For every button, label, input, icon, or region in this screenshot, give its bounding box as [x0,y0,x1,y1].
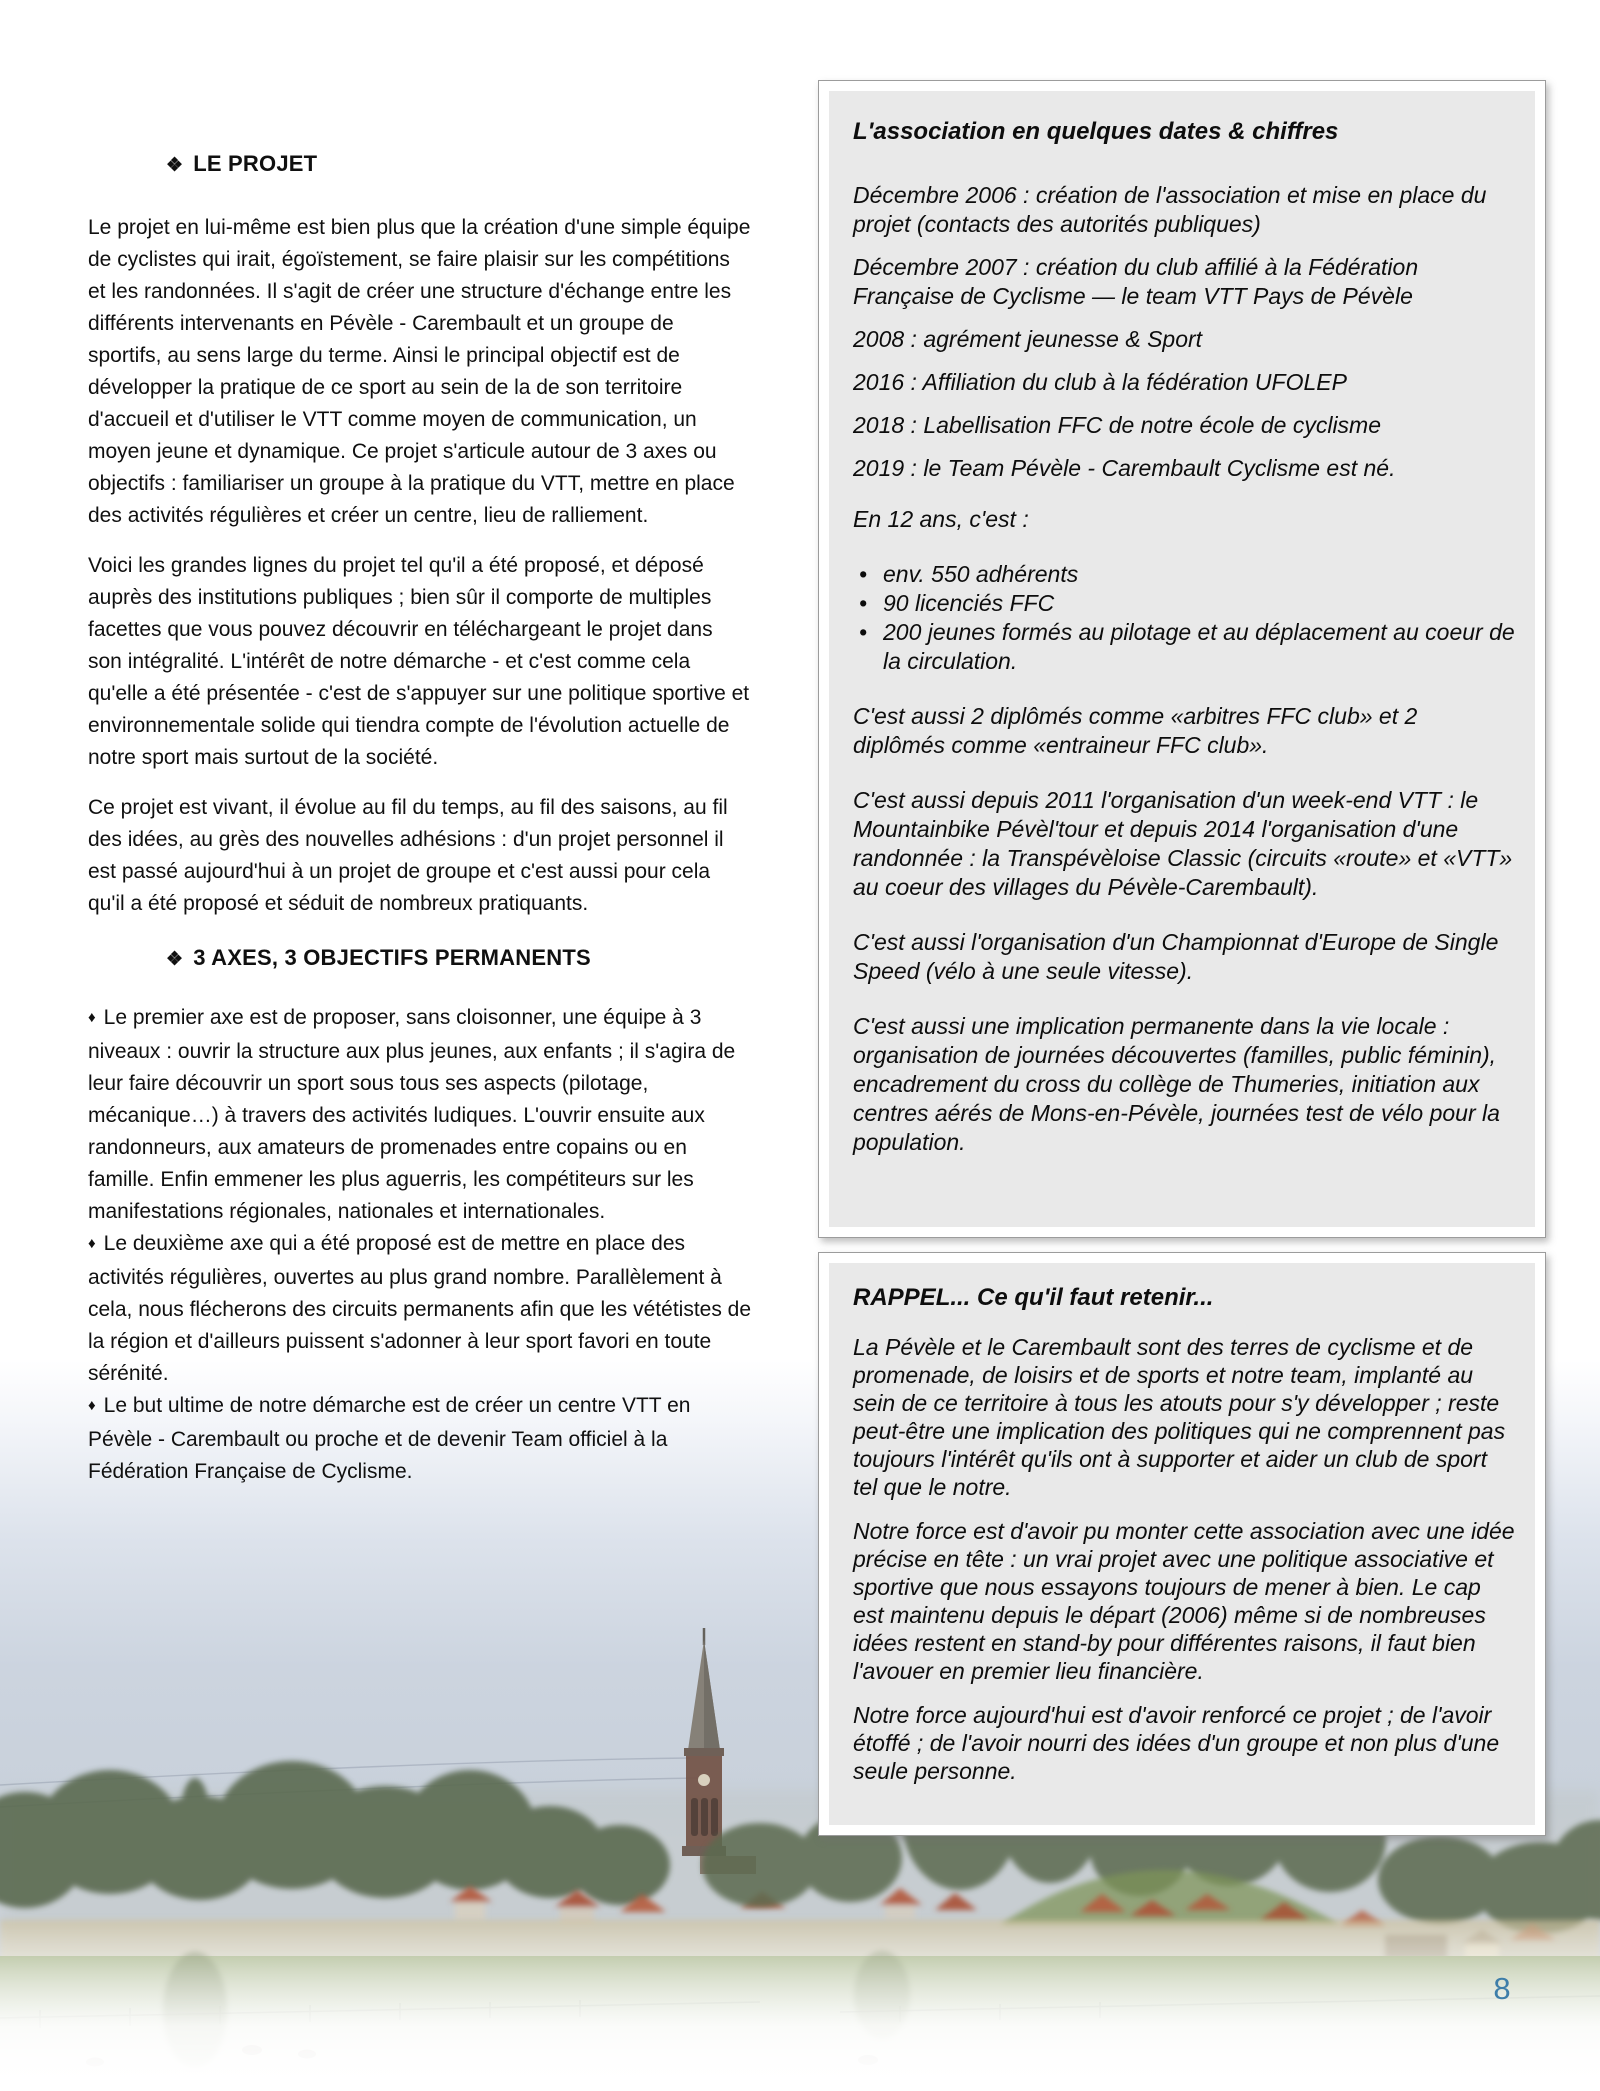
box-paragraph: C'est aussi l'organisation d'un Championnat d'Europe de Single Speed (vélo à une seule vitesse). [853,929,1499,984]
box-paragraph: Notre force aujourd'hui est d'avoir renforcé ce projet ; de l'avoir étoffé ; de l'avoir nourri des idées d'un groupe et non plus d'une seule personne. [853,1702,1500,1784]
diamond-bullet-icon: ♦ [88,1397,96,1414]
paragraph: Le projet en lui-même est bien plus que la création d'une simple équipe de cyclistes qui irait, égoïstement, se faire plaisir sur les compétitions et les randonnées. Il s'agit de créer une structure d'échange entre les différents intervenants en Pévèle - Carembault et un groupe de sportifs, au sens large du terme. Ainsi le principal objectif est de développer la pratique de ce sport au sein de la de son territoire d'accueil et d'utiliser le VTT comme moyen de communication, un moyen jeune et dynamique. Ce projet s'articule autour de 3 axes ou objectifs : familiariser un groupe à la pratique du VTT, mettre en place des activités régulières et créer un centre, lieu de ralliement. [88,216,751,527]
bullet-paragraph: ♦ Le but ultime de notre démarche est de créer un centre VTT en Pévèle - Carembault ou proche et de devenir Team officiel à la Fédération Française de Cyclisme. [88,1394,691,1483]
timeline-entry: Décembre 2007 : création du club affilié à la Fédération Française de Cyclisme — le team VTT Pays de Pévèle [853,254,1419,309]
photo-bottom-fade [0,1920,1600,2091]
stats-item: • env. 550 adhérents [859,561,1079,587]
box-paragraph: Notre force est d'avoir pu monter cette association avec une idée précise en tête : un vrai projet avec une politique associative et sportive que nous essayons toujours de mener à bien. Le cap est maintenu depuis le départ (2006) même si de nombreuses idées restent en stand-by pour différentes raisons, il faut bien l'avouer en premier lieu financière. [853,1518,1515,1684]
section-heading-3-axes: ❖ 3 AXES, 3 OBJECTIFS PERMANENTS [166,945,591,970]
box-title: L'association en quelques dates & chiffres [853,118,1339,145]
diamond-bullet-icon: ♦ [88,1235,96,1252]
section-marker-icon: ❖ [166,949,184,970]
diamond-bullet-icon: ♦ [88,1009,96,1026]
rappel-box-content [829,1263,1535,1825]
timeline-entry: 2019 : le Team Pévèle - Carembault Cyclisme est né. [853,455,1396,481]
timeline-entry: 2018 : Labellisation FFC de notre école de cyclisme [853,412,1382,438]
box-paragraph: C'est aussi 2 diplômés comme «arbitres FFC club» et 2 diplômés comme «entraineur FFC club». [853,703,1418,758]
main-text-column [88,148,752,1488]
box-paragraph: C'est aussi depuis 2011 l'organisation d'un week-end VTT : le Mountainbike Pévèl'tour et depuis 2014 l'organisation d'une randonnée : la Transpévèloise Classic (circuits «route» et «VTT» au coeur des villages du Pévèle-Carembault). [853,787,1513,900]
box-paragraph: La Pévèle et le Carembault sont des terres de cyclisme et de promenade, de loisirs et de sports et notre team, implanté au sein de ce territoire à tous les atouts pour s'y développer ; reste peut-être une implication des politiques qui ne comprennent pas toujours l'intérêt qu'ils ont à supporter et aider un club de sport tel que le notre. [853,1334,1506,1500]
timeline-entry: Décembre 2006 : création de l'association et mise en place du projet (contacts des autorités publiques) [853,182,1487,237]
dates-and-figures-box-content [829,91,1535,1227]
stats-intro: En 12 ans, c'est : [853,506,1029,532]
paragraph: Voici les grandes lignes du projet tel qu'il a été proposé, et déposé auprès des institutions publiques ; bien sûr il comporte de multiples facettes que vous pouvez découvrir en téléchargeant le projet dans son intégralité. L'intérêt de notre démarche - et c'est comme cela qu'elle a été présentée - c'est de s'appuyer sur une politique sportive et environnementale solide qui tiendra compte de l'évolution actuelle de notre sport mais surtout de la société. [88,554,750,769]
dates-and-figures-box [818,80,1546,1238]
bullet-paragraph: ♦ Le premier axe est de proposer, sans cloisonner, une équipe à 3 niveaux : ouvrir la structure aux plus jeunes, aux enfants ; il s'agira de leur faire découvrir un sport sous tous ses aspects (pilotage, mécanique…) à travers des activités ludiques. L'ouvrir ensuite aux randonneurs, aux amateurs de promenades entre copains ou en famille. Enfin emmener les plus aguerris, les compétiteurs sur les manifestations régionales, nationales et internationales. [88,1006,736,1223]
bullet-paragraph: ♦ Le deuxième axe qui a été proposé est de mettre en place des activités régulières, ouvertes au plus grand nombre. Parallèlement à cela, nous flécherons des circuits permanents afin que les vététistes de la région et d'ailleurs puissent s'adonner à leur sport favori en toute sérénité. [88,1232,752,1385]
section-marker-icon: ❖ [166,155,184,176]
timeline-entry: 2008 : agrément jeunesse & Sport [853,326,1203,352]
page-number: 8 [1493,1971,1511,2006]
stats-item: • 90 licenciés FFC [859,590,1055,616]
box-title: RAPPEL... Ce qu'il faut retenir... [853,1284,1214,1311]
box-paragraph: C'est aussi une implication permanente dans la vie locale : organisation de journées découvertes (familles, public féminin), encadrement du cross du collège de Thumeries, initiation aux centres aérés de Mons-en-Pévèle, journées test de vélo pour la population. [853,1013,1500,1155]
bullet-icon: • [859,561,868,587]
rappel-box [818,1252,1546,1836]
timeline-entry: 2016 : Affiliation du club à la fédération UFOLEP [853,369,1347,395]
stats-list [853,560,1515,676]
paragraph: Ce projet est vivant, il évolue au fil du temps, au fil des saisons, au fil des idées, au grès des nouvelles adhésions : d'un projet personnel il est passé aujourd'hui à un projet de groupe et c'est aussi pour cela qu'il a été proposé et séduit de nombreux pratiquants. [88,796,728,915]
stats-item: • 200 jeunes formés au pilotage et au déplacement au coeur de la circulation. [859,619,1515,674]
section-heading-le-projet: ❖ LE PROJET [166,151,318,176]
bullet-icon: • [859,590,868,616]
bullet-icon: • [859,619,868,645]
